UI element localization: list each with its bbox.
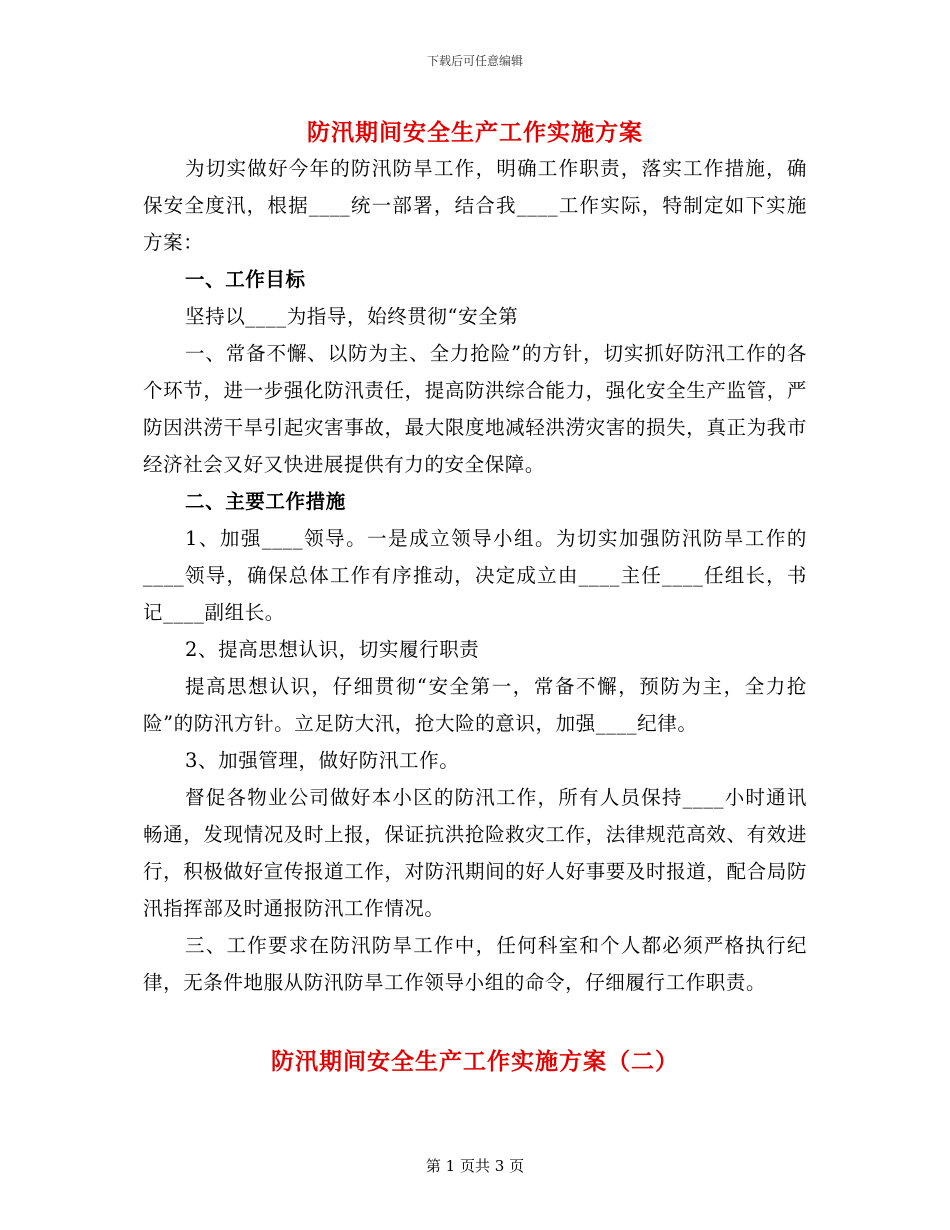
- measure-3-paragraph: 督促各物业公司做好本小区的防汛工作，所有人员保持____小时通讯畅通，发现情况及时上报，保证抗洪抢险救灾工作，法律规范高效、有效进行，积极做好宣传报道工作，对防汛期间的好人好事要及时报道，配合局防汛指挥部及时通报防汛工作情况。: [143, 786, 807, 920]
- goals-paragraph-1: 坚持以____为指导，始终贯彻“安全第: [185, 305, 519, 328]
- measure-1-paragraph: 1、加强____领导。一是成立领导小组。为切实加强防汛防旱工作的____领导，确保总体工作有序推动，决定成立由____主任____任组长，书记____副组长。: [143, 527, 807, 624]
- document-title: 防汛期间安全生产工作实施方案: [307, 119, 643, 146]
- page-footer: 第 1 页共 3 页: [425, 1157, 525, 1175]
- section-heading-goals: 一、工作目标: [185, 268, 306, 291]
- measure-2-heading: 2、提高思想认识，切实履行职责: [185, 638, 480, 661]
- page-header: 下载后可任意编辑: [426, 54, 523, 68]
- measure-2-paragraph: 提高思想认识，仔细贯彻“安全第一，常备不懈，预防为主，全力抢险”的防汛方针。立足防大汛，抢大险的意识，加强____纪律。: [143, 675, 807, 735]
- goals-paragraph-2: 一、常备不懈、以防为主、全力抢险”的方针，切实抓好防汛工作的各个环节，进一步强化防汛责任，提高防洪综合能力，强化安全生产监管，严防因洪涝干旱引起灾害事故，最大限度地减轻洪涝灾害的损失，真正为我市经济社会又好又快进展提供有力的安全保障。: [143, 342, 807, 476]
- document-body: [143, 150, 807, 1001]
- section-heading-measures: 二、主要工作措施: [185, 490, 346, 513]
- requirements-paragraph: 三、工作要求在防汛防旱工作中，任何科室和个人都必须严格执行纪律，无条件地服从防汛防旱工作领导小组的命令，仔细履行工作职责。: [143, 934, 807, 994]
- measure-3-heading: 3、加强管理，做好防汛工作。: [185, 749, 460, 772]
- document-title-2: 防汛期间安全生产工作实施方案（二）: [271, 1048, 679, 1075]
- intro-paragraph: 为切实做好今年的防汛防旱工作，明确工作职责，落实工作措施，确保安全度汛，根据____统一部署，结合我____工作实际，特制定如下实施方案：: [143, 157, 807, 254]
